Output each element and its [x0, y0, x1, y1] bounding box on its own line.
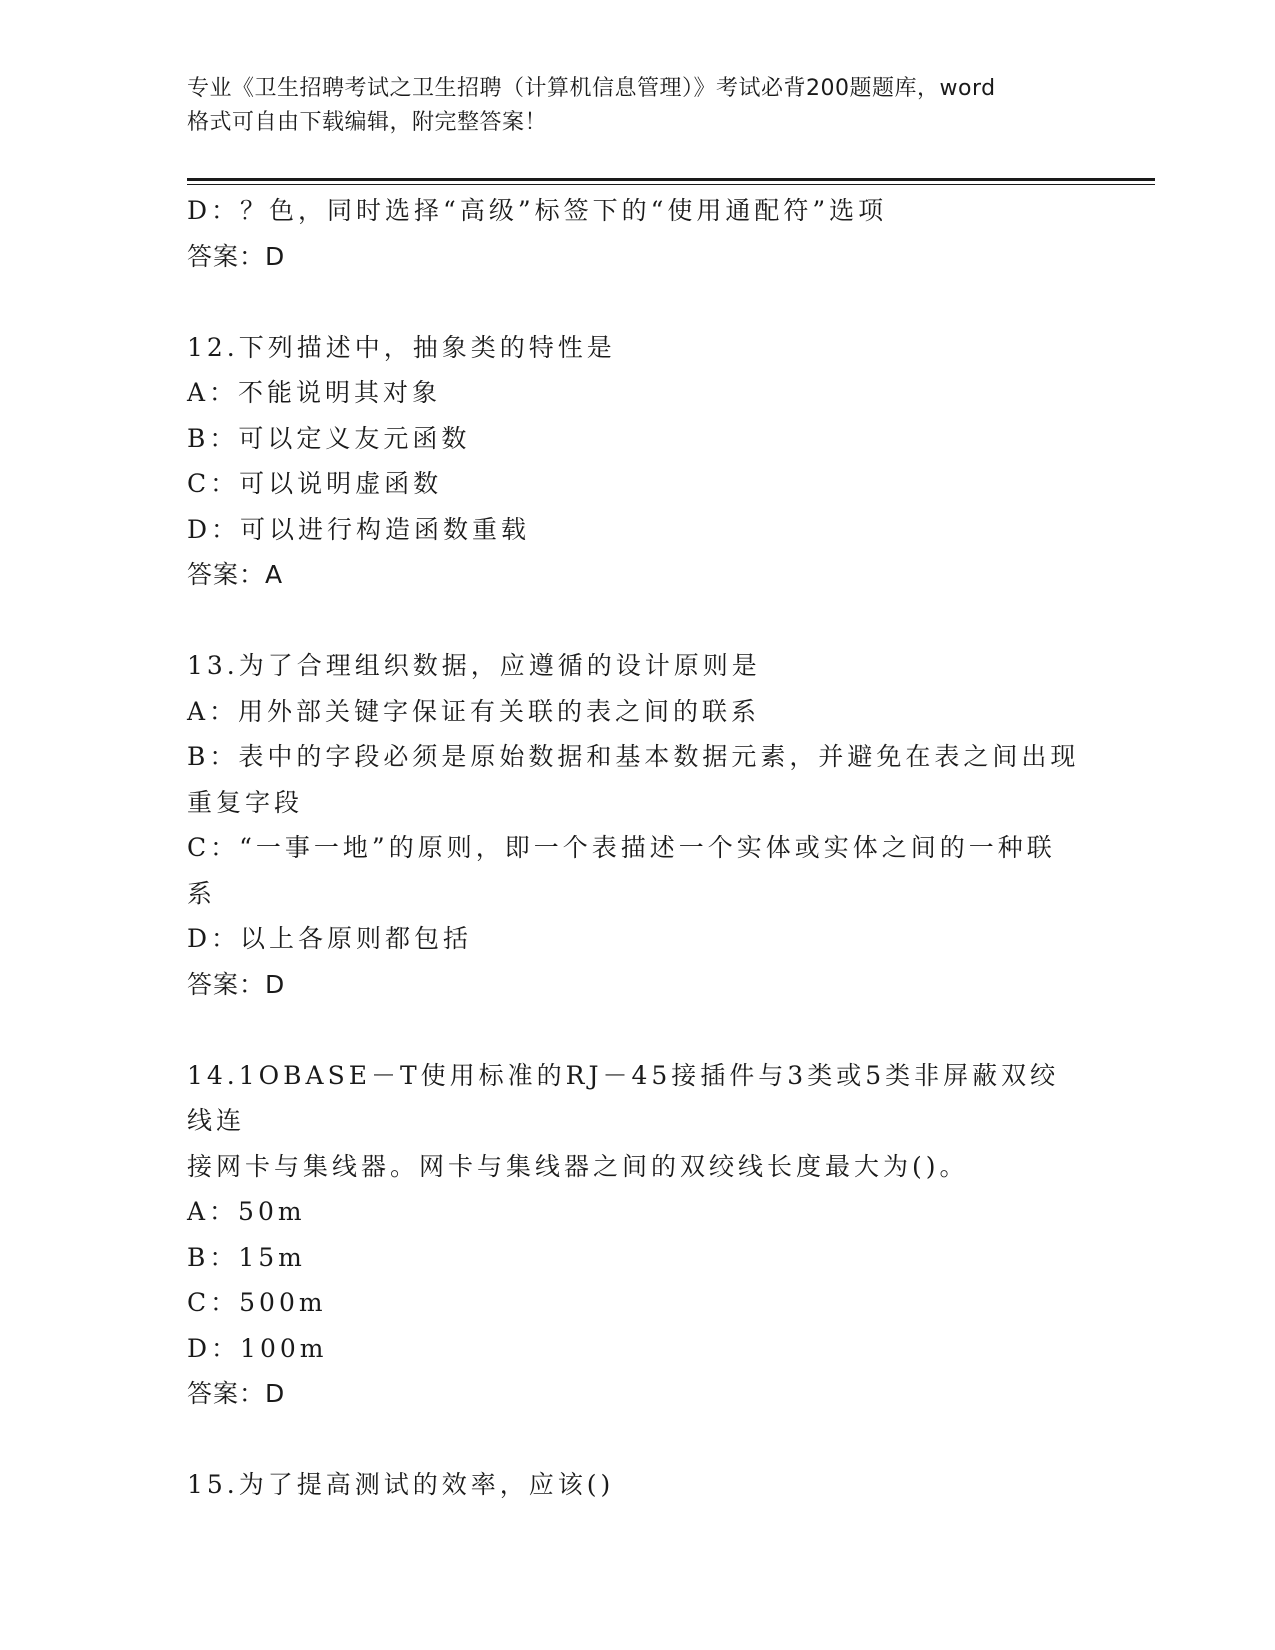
spacer — [187, 279, 1087, 325]
option-a: A：50m — [187, 1197, 306, 1226]
header-line-1: 专业《卫生招聘考试之卫生招聘（计算机信息管理）》考试必背200题题库，word — [187, 76, 996, 101]
question-block-previous — [187, 188, 1087, 279]
option-b-line-2: 重复字段 — [187, 787, 304, 817]
answer-line: 答案：D — [187, 1379, 286, 1408]
question-block-13 — [187, 643, 1087, 1007]
option-c: C：可以说明虚函数 — [187, 469, 443, 498]
header-line-2: 格式可自由下载编辑，附完整答案！ — [187, 110, 548, 135]
option-d: D：可以进行构造函数重载 — [187, 514, 531, 544]
question-text: 13.为了合理组织数据，应遵循的设计原则是 — [187, 651, 761, 680]
question-text: 15.为了提高测试的效率，应该() — [187, 1470, 615, 1499]
header-divider-thin — [187, 184, 1155, 185]
document-header — [187, 72, 1087, 140]
spacer — [187, 1417, 1087, 1463]
answer-line: 答案：D — [187, 241, 286, 271]
option-d: D：？色，同时选择“高级”标签下的“使用通配符”选项 — [187, 196, 888, 225]
option-a: A：用外部关键字保证有关联的表之间的联系 — [187, 696, 761, 726]
option-b-line-1: B：表中的字段必须是原始数据和基本数据元素，并避免在表之间出现 — [187, 742, 1080, 771]
option-d: D：以上各原则都包括 — [187, 924, 473, 953]
question-block-14 — [187, 1053, 1087, 1417]
option-d: D：100m — [187, 1333, 328, 1363]
spacer — [187, 598, 1087, 644]
option-c-line-2: 系 — [187, 878, 217, 908]
question-text: 12.下列描述中，抽象类的特性是 — [187, 332, 616, 362]
answer-line: 答案：A — [187, 560, 284, 589]
header-divider-thick — [187, 178, 1155, 181]
option-b: B：可以定义友元函数 — [187, 423, 471, 453]
question-text-line-2: 接网卡与集线器。网卡与集线器之间的双绞线长度最大为()。 — [187, 1151, 969, 1181]
option-c-line-1: C：“一事一地”的原则，即一个表描述一个实体或实体之间的一种联 — [187, 833, 1056, 862]
answer-line: 答案：D — [187, 969, 286, 999]
question-block-12 — [187, 325, 1087, 598]
option-b: B：15m — [187, 1242, 306, 1272]
spacer — [187, 1007, 1087, 1053]
question-block-15 — [187, 1462, 1087, 1508]
question-text-line-1: 14.1OBASE－T使用标准的RJ－45接插件与3类或5类非屏蔽双绞线连 — [187, 1060, 1060, 1135]
document-body — [187, 188, 1087, 1508]
option-c: C：500m — [187, 1288, 327, 1317]
option-a: A：不能说明其对象 — [187, 378, 442, 407]
